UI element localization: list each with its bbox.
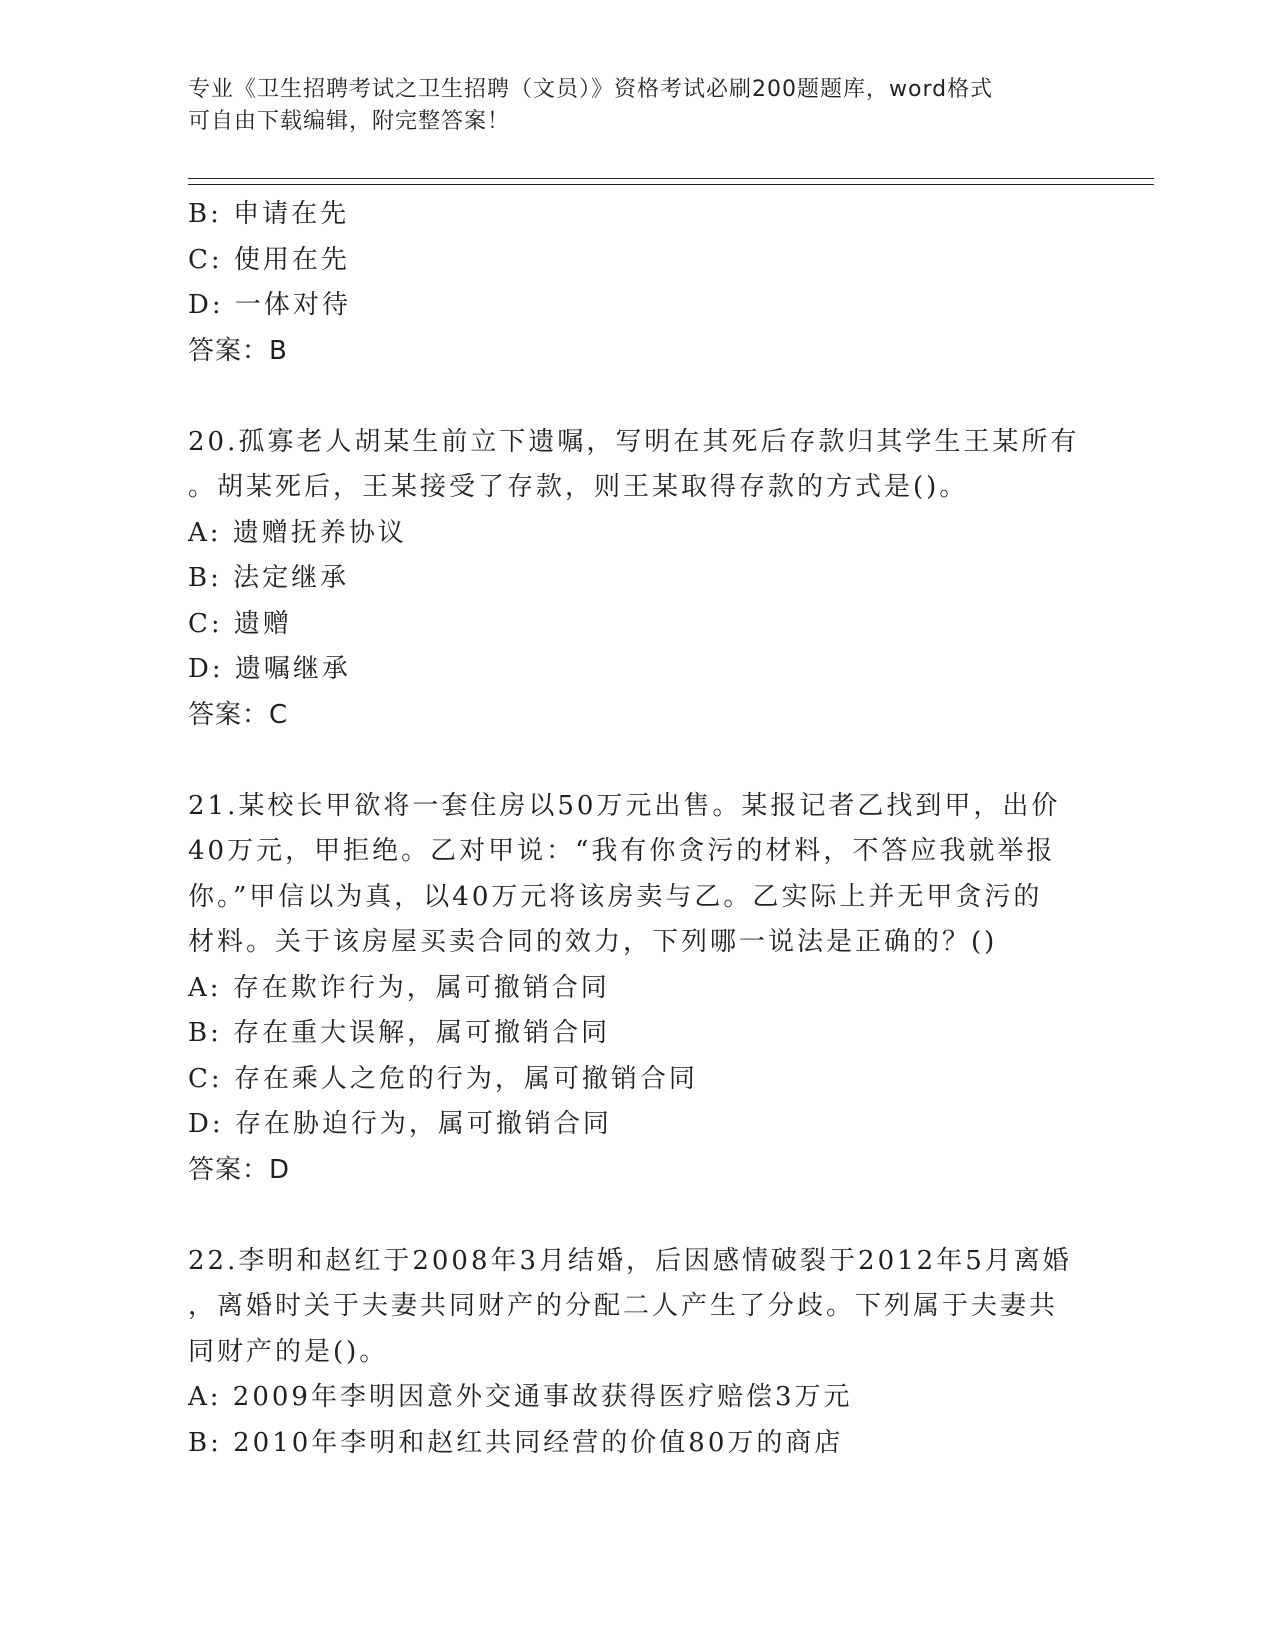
- option-b: B: 申请在先: [188, 199, 350, 229]
- option-b: B: 法定继承: [188, 563, 350, 593]
- option-c: C: 存在乘人之危的行为，属可撤销合同: [188, 1063, 698, 1094]
- question-stem-line: 22.李明和赵红于2008年3月结婚，后因感情破裂于2012年5月离婚: [188, 1245, 1072, 1276]
- option-a: A: 存在欺诈行为，属可撤销合同: [188, 972, 610, 1003]
- answer-line: 答案：C: [188, 699, 289, 730]
- question-stem-line: ，离婚时关于夫妻共同财产的分配二人产生了分歧。下列属于夫妻共: [188, 1291, 1059, 1321]
- answer-line: 答案：B: [188, 335, 288, 366]
- question-stem-line: 材料。关于该房屋买卖合同的效力，下列哪一说法是正确的？(): [188, 927, 998, 957]
- question-stem-line: 20.孤寡老人胡某生前立下遗嘱，写明在其死后存款归其学生王某所有: [188, 426, 1080, 457]
- spacer: [188, 1193, 1088, 1239]
- spacer: [188, 738, 1088, 784]
- option-a: A: 2009年李明因意外交通事故获得医疗赔偿3万元: [188, 1382, 853, 1412]
- option-b: B: 存在重大误解，属可撤销合同: [188, 1018, 611, 1048]
- option-d: D: 一体对待: [188, 290, 351, 320]
- question-stem-line: 。胡某死后，王某接受了存款，则王某取得存款的方式是()。: [188, 472, 969, 502]
- header-title-line-2: 可自由下载编辑，附完整答案！: [188, 109, 511, 134]
- option-c: C: 遗赠: [188, 608, 292, 639]
- question-stem-line: 21.某校长甲欲将一套住房以50万元出售。某报记者乙找到甲，出价: [188, 790, 1061, 821]
- header-divider-bottom: [188, 184, 1154, 185]
- question-20: [188, 420, 1088, 739]
- header-title-line-1: 专业《卫生招聘考试之卫生招聘（文员）》资格考试必刷200题题库，word格式: [188, 77, 994, 102]
- question-stem-line: 你。”甲信以为真，以40万元将该房卖与乙。乙实际上并无甲贪污的: [188, 881, 1043, 912]
- option-d: D: 存在胁迫行为，属可撤销合同: [188, 1109, 612, 1139]
- question-22: [188, 1239, 1088, 1467]
- question-fragment: [188, 192, 1088, 374]
- question-21: [188, 784, 1088, 1194]
- answer-line: 答案：D: [188, 1154, 291, 1185]
- option-d: D: 遗嘱继承: [188, 654, 351, 684]
- spacer: [188, 374, 1088, 420]
- document-body: [188, 192, 1088, 1466]
- header-divider-top: [188, 178, 1154, 179]
- option-c: C: 使用在先: [188, 244, 350, 275]
- question-stem-line: 同财产的是()。: [188, 1336, 389, 1367]
- document-header: [188, 74, 1068, 138]
- option-a: A: 遗赠抚养协议: [188, 517, 407, 548]
- option-b: B: 2010年李明和赵红共同经营的价值80万的商店: [188, 1427, 844, 1458]
- question-stem-line: 40万元，甲拒绝。乙对甲说：“我有你贪污的材料，不答应我就举报: [188, 836, 1056, 866]
